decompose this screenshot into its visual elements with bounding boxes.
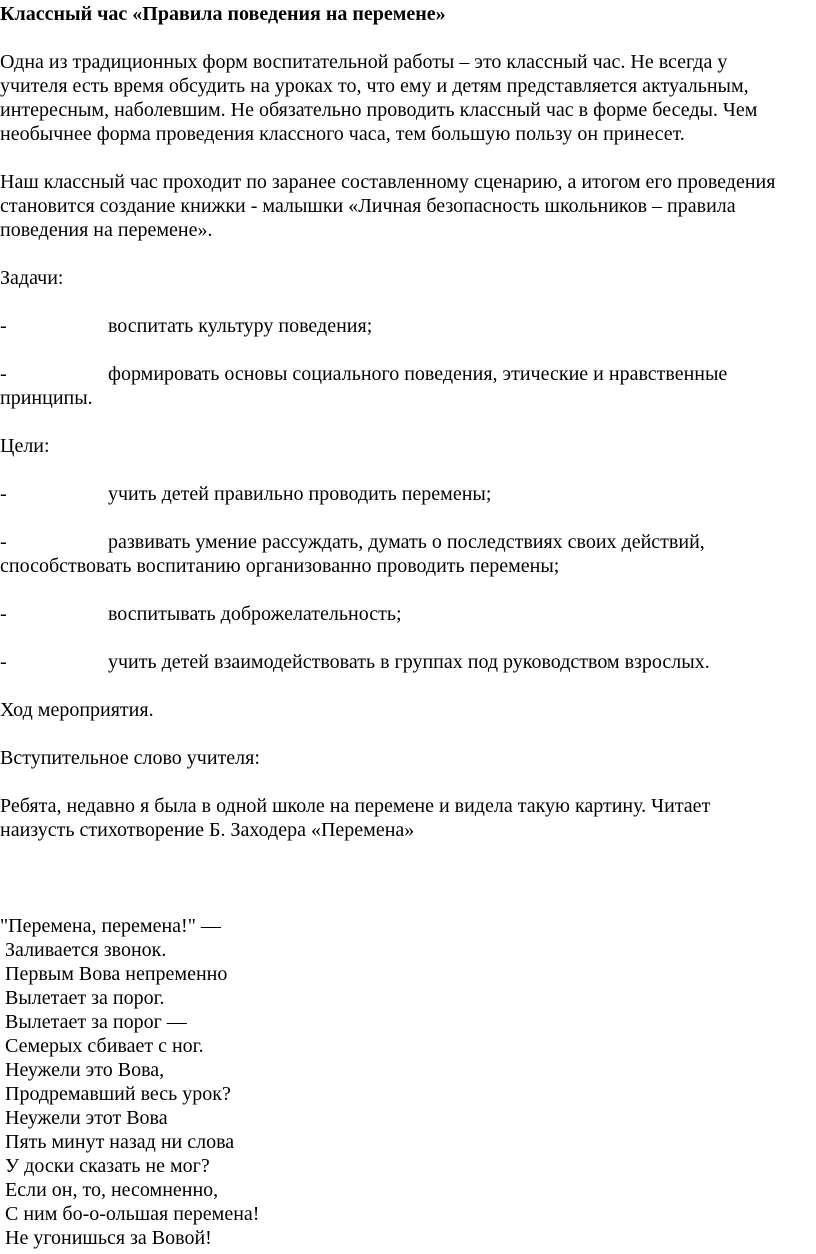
scenario-line: поведения на перемене». <box>0 219 213 241</box>
poem-line: С ним бо-о-ольшая перемена! <box>0 1203 260 1225</box>
poem-line: Первым Вова непременно <box>0 963 228 985</box>
poem-line: Продремавший весь урок? <box>0 1083 231 1105</box>
goal-text: воспитывать доброжелательность; <box>108 603 402 625</box>
bullet-dash: - <box>0 483 7 505</box>
scenario-paragraph <box>0 170 816 242</box>
goals-heading <box>0 434 816 458</box>
poem-line: Семерых сбивает с ног. <box>0 1035 204 1057</box>
bullet-dash: - <box>0 363 7 385</box>
poem-line: Неужели это Вова, <box>0 1059 165 1081</box>
event-heading <box>0 698 816 722</box>
poem-line: У доски сказать не мог? <box>0 1155 210 1177</box>
teacher-heading <box>0 746 816 770</box>
poem <box>0 914 259 1250</box>
task-item <box>0 314 816 338</box>
poem-line: Заливается звонок. <box>0 939 167 961</box>
goal-text: учить детей взаимодействовать в группах под руководством взрослых. <box>108 651 710 673</box>
goals-heading-text: Цели: <box>0 435 50 457</box>
goal-text: развивать умение рассуждать, думать о последствиях своих действий, <box>108 531 705 553</box>
goal-item <box>0 602 816 626</box>
intro-line: необычнее форма проведения классного часа, тем большую пользу он принесет. <box>0 123 685 145</box>
intro-line: Одна из традиционных форм воспитательной работы – это классный час. Не всегда у <box>0 51 728 73</box>
event-heading-text: Ход мероприятия. <box>0 699 154 721</box>
bullet-dash: - <box>0 651 7 673</box>
document-title: Классный час «Правила поведения на перемене» <box>0 3 446 25</box>
teacher-heading-text: Вступительное слово учителя: <box>0 747 260 769</box>
teacher-line: наизусть стихотворение Б. Заходера «Перемена» <box>0 819 415 841</box>
bullet-dash: - <box>0 603 7 625</box>
intro-line: учителя есть время обсудить на уроках то, что ему и детям представляется актуальным, <box>0 75 749 97</box>
poem-line: Не угонишься за Вовой! <box>0 1227 212 1249</box>
goal-text: учить детей правильно проводить перемены; <box>108 483 492 505</box>
scenario-line: Наш классный час проходит по заранее составленному сценарию, а итогом его проведения <box>0 171 776 193</box>
goal-text-continued: способствовать воспитанию организованно проводить перемены; <box>0 555 560 577</box>
poem-line: Неужели этот Вова <box>0 1107 168 1129</box>
scenario-line: становится создание книжки - малышки «Личная безопасность школьников – правила <box>0 195 736 217</box>
bullet-dash: - <box>0 531 7 553</box>
teacher-paragraph <box>0 794 816 842</box>
poem-line: "Перемена, перемена!" — <box>0 915 221 937</box>
task-text-continued: принципы. <box>0 387 93 409</box>
task-text: формировать основы социального поведения, этические и нравственные <box>108 363 728 385</box>
intro-paragraph <box>0 50 816 146</box>
task-item <box>0 362 816 410</box>
poem-line: Пять минут назад ни слова <box>0 1131 235 1153</box>
goal-item <box>0 650 816 674</box>
goal-item <box>0 530 816 578</box>
intro-line: интересным, наболевшим. Не обязательно проводить классный час в форме беседы. Чем <box>0 99 758 121</box>
poem-line: Вылетает за порог. <box>0 987 165 1009</box>
teacher-line: Ребята, недавно я была в одной школе на перемене и видела такую картину. Читает <box>0 795 711 817</box>
task-text: воспитать культуру поведения; <box>108 315 373 337</box>
goal-item <box>0 482 816 506</box>
poem-line: Вылетает за порог — <box>0 1011 187 1033</box>
poem-line: Если он, то, несомненно, <box>0 1179 219 1201</box>
tasks-heading-text: Задачи: <box>0 267 64 289</box>
tasks-heading <box>0 266 816 290</box>
bullet-dash: - <box>0 315 7 337</box>
